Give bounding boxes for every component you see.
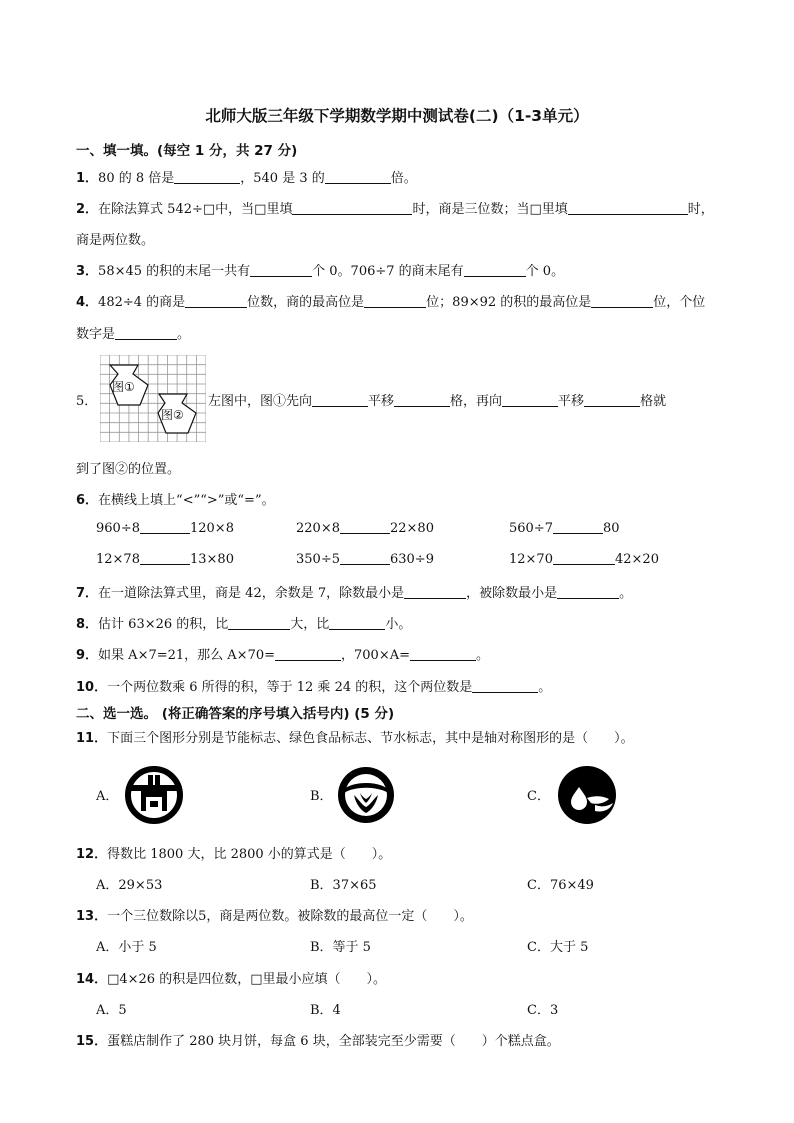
question-10: 10．一个两位数乘 6 所得的积，等于 12 乘 24 的积，这个两位数是 。 bbox=[76, 680, 552, 695]
question-15: 15．蛋糕店制作了 280 块月饼，每盒 6 块，全部装完至少需要（ ）个糕点盒。 bbox=[76, 1034, 560, 1049]
option-c[interactable]: C．3 bbox=[527, 1003, 559, 1018]
question-5: 左图中，图①先向 平移 格，再向 平移 格就 bbox=[208, 394, 667, 409]
option-c[interactable]: C．76×49 bbox=[527, 878, 594, 893]
compare-item: 12×78 13×80 bbox=[96, 552, 234, 567]
compare-item: 960÷8 120×8 bbox=[96, 521, 234, 536]
compare-item: 560÷7 80 bbox=[509, 521, 620, 536]
answer-blank[interactable] bbox=[410, 647, 476, 661]
answer-blank[interactable] bbox=[340, 520, 390, 534]
answer-blank[interactable] bbox=[584, 393, 640, 407]
question-2: 2．在除法算式 542÷□中，当□里填 时，商是三位数；当□里填 时， bbox=[76, 202, 714, 217]
answer-blank[interactable] bbox=[364, 294, 426, 308]
option-a[interactable]: A．29×53 bbox=[96, 878, 163, 893]
answer-blank[interactable] bbox=[591, 294, 653, 308]
compare-item: 12×70 42×20 bbox=[509, 552, 659, 567]
answer-blank[interactable] bbox=[325, 170, 391, 184]
option-b[interactable]: B．等于 5 bbox=[310, 940, 371, 955]
answer-blank[interactable] bbox=[329, 616, 385, 630]
page-title: 北师大版三年级下学期数学期中测试卷(二)（1-3单元） bbox=[205, 107, 589, 125]
question-8: 8．估计 63×26 的积，比 大，比 小。 bbox=[76, 617, 412, 632]
compare-item: 220×8 22×80 bbox=[296, 521, 434, 536]
question-13: 13．一个三位数除以5，商是两位数。被除数的最高位一定（ ）。 bbox=[76, 909, 473, 924]
answer-blank[interactable] bbox=[140, 551, 190, 565]
option-a[interactable]: A．5 bbox=[96, 1003, 127, 1018]
answer-blank[interactable] bbox=[553, 551, 615, 565]
answer-blank[interactable] bbox=[404, 585, 466, 599]
question-5-continued: 到了图②的位置。 bbox=[76, 462, 181, 477]
option-c[interactable]: C． bbox=[527, 789, 550, 804]
answer-blank[interactable] bbox=[502, 393, 558, 407]
question-11: 11．下面三个图形分别是节能标志、绿色食品标志、节水标志，其中是轴对称图形的是（ ）。 bbox=[76, 731, 634, 746]
answer-blank[interactable] bbox=[312, 393, 368, 407]
question-2-continued: 商是两位数。 bbox=[76, 233, 155, 248]
answer-blank[interactable] bbox=[464, 263, 526, 277]
option-b[interactable]: B．37×65 bbox=[310, 878, 377, 893]
option-b[interactable]: B． bbox=[310, 789, 333, 804]
section-2-heading: 二、选一选。 (将正确答案的序号填入括号内) (5 分) bbox=[76, 706, 395, 722]
section-1-heading: 一、填一填。(每空 1 分，共 27 分) bbox=[76, 143, 298, 159]
answer-blank[interactable] bbox=[185, 294, 247, 308]
answer-blank[interactable] bbox=[340, 551, 390, 565]
question-5-number: 5． bbox=[76, 394, 98, 409]
answer-blank[interactable] bbox=[275, 647, 341, 661]
translation-grid-figure bbox=[100, 355, 206, 442]
question-6: 6．在横线上填上“<”“>”或“=”。 bbox=[76, 493, 275, 508]
answer-blank[interactable] bbox=[140, 520, 190, 534]
answer-blank[interactable] bbox=[553, 520, 603, 534]
question-1: 1．80 的 8 倍是 ，540 是 3 的 倍。 bbox=[76, 171, 417, 186]
question-9: 9．如果 A×7=21，那么 A×70= ，700×A= 。 bbox=[76, 648, 490, 663]
question-12: 12．得数比 1800 大，比 2800 小的算式是（ ）。 bbox=[76, 847, 392, 862]
answer-blank[interactable] bbox=[250, 263, 312, 277]
answer-blank[interactable] bbox=[115, 326, 177, 340]
figure-1-label: 图① bbox=[112, 380, 135, 394]
answer-blank[interactable] bbox=[394, 393, 450, 407]
question-14: 14．□4×26 的积是四位数，□里最小应填（ ）。 bbox=[76, 972, 386, 987]
option-b[interactable]: B．4 bbox=[310, 1003, 341, 1018]
compare-item: 350÷5 630÷9 bbox=[296, 552, 434, 567]
question-4: 4．482÷4 的商是 位数，商的最高位是 位；89×92 的积的最高位是 位，个位 bbox=[76, 295, 706, 310]
option-a[interactable]: A．小于 5 bbox=[96, 940, 157, 955]
figure-2-label: 图② bbox=[161, 408, 184, 422]
answer-blank[interactable] bbox=[568, 201, 688, 215]
answer-blank[interactable] bbox=[174, 170, 240, 184]
answer-blank[interactable] bbox=[228, 616, 290, 630]
answer-blank[interactable] bbox=[472, 679, 538, 693]
energy-saving-logo-icon bbox=[124, 765, 184, 825]
question-7: 7．在一道除法算式里，商是 42，余数是 7，除数最小是 ，被除数最小是 。 bbox=[76, 586, 633, 601]
answer-blank[interactable] bbox=[292, 201, 412, 215]
option-a[interactable]: A． bbox=[96, 789, 119, 804]
green-food-logo-icon bbox=[336, 765, 396, 825]
water-saving-logo-icon bbox=[557, 765, 617, 825]
question-4-continued: 数字是 。 bbox=[76, 327, 191, 342]
question-3: 3．58×45 的积的末尾一共有 个 0。706÷7 的商末尾有 个 0。 bbox=[76, 264, 565, 279]
option-c[interactable]: C．大于 5 bbox=[527, 940, 589, 955]
answer-blank[interactable] bbox=[557, 585, 619, 599]
